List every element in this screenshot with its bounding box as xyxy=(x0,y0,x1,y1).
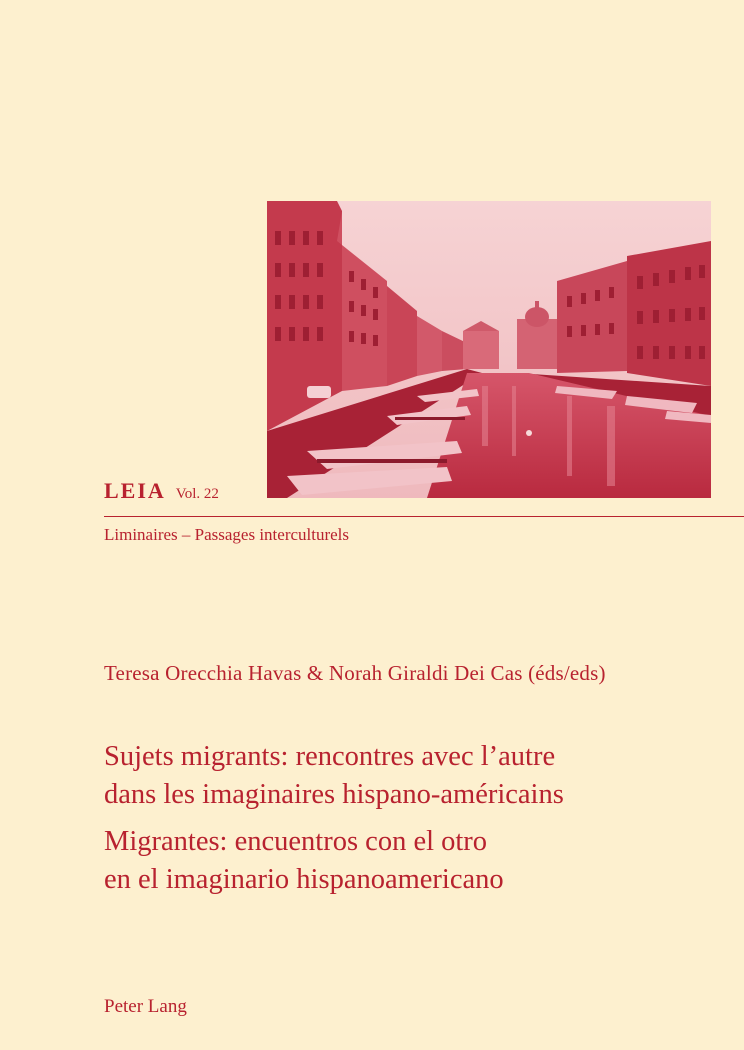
title-es-line-1: Migrantes: encuentros con el otro xyxy=(104,826,488,857)
divider-rule xyxy=(104,516,744,517)
series-logo: LEIA xyxy=(104,478,166,503)
title-es-line-2: en el imaginario hispanoamericano xyxy=(104,864,504,895)
title-fr-line-1: Sujets migrants: rencontres avec l’autre xyxy=(104,741,556,772)
cover-photo-canal xyxy=(267,201,711,498)
series-volume: Vol. 22 xyxy=(175,486,219,502)
editors-line: Teresa Orecchia Havas & Norah Giraldi Dei Cas (éds/eds) xyxy=(104,661,606,685)
publisher-name: Peter Lang xyxy=(104,996,187,1017)
title-fr-line-2: dans les imaginaires hispano-américains xyxy=(104,779,564,810)
book-title xyxy=(104,738,734,899)
title-spacer xyxy=(104,814,734,823)
canal-photo-illustration xyxy=(267,201,711,498)
series-header xyxy=(104,478,219,504)
series-subtitle: Liminaires – Passages interculturels xyxy=(104,525,350,544)
